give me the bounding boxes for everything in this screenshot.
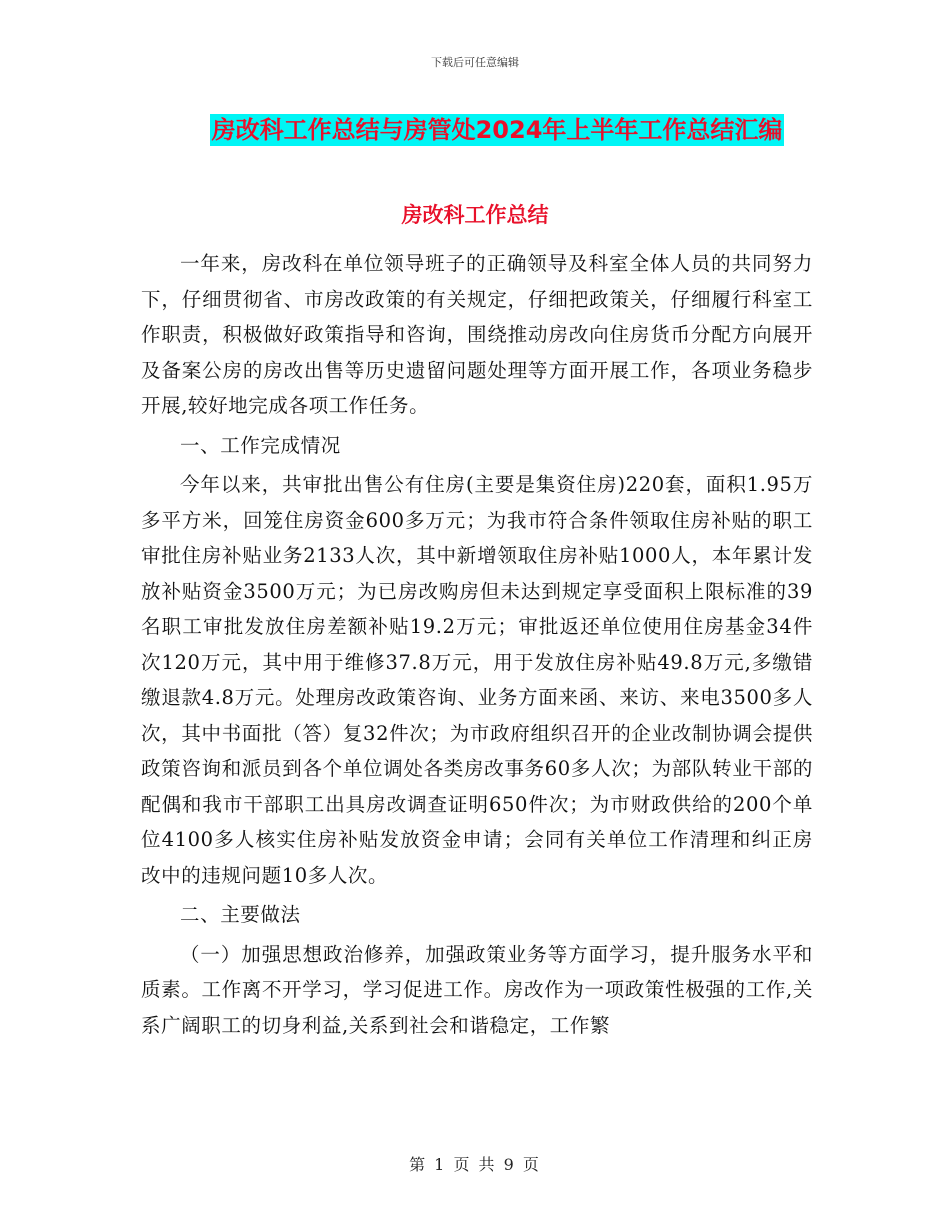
section-title: 房改科工作总结 xyxy=(401,203,549,227)
paragraph-work-completion: 今年以来，共审批出售公有住房(主要是集资住房)220套，面积1.95万多平方米，回笼住房资金600多万元；为我市符合条件领取住房补贴的职工审批住房补贴业务2133人次，其中新增领取住房补贴1000人，本年累计发放补贴资金3500万元；为已房改购房但未达到规定享受面积上限标准的39名职工审批发放住房差额补贴19.2万元；审批返还单位使用住房基金34件次120万元，其中用于维修37.8万元，用于发放住房补贴49.8万元,多缴错缴退款4.8万元。处理房改政策咨询、业务方面来函、来访、来电3500多人次，其中书面批（答）复32件次；为市政府组织召开的企业改制协调会提供政策咨询和派员到各个单位调处各类房改事务60多人次；为部队转业干部的配偶和我市干部职工出具房改调查证明650件次；为市财政供给的200个单位4100多人核实住房补贴发放资金申请；会同有关单位工作清理和纠正房改中的违规问题10多人次。 xyxy=(141,473,813,887)
page-footer: 第 1 页 共 9 页 xyxy=(409,1155,541,1174)
document-title: 房改科工作总结与房管处2024年上半年工作总结汇编 xyxy=(211,116,783,144)
heading-work-completion: 一、工作完成情况 xyxy=(180,433,341,457)
paragraph-intro: 一年来，房改科在单位领导班子的正确领导及科室全体人员的共同努力下，仔细贯彻省、市房改政策的有关规定，仔细把政策关，仔细履行科室工作职责，积极做好政策指导和咨询，围绕推动房改向住房货币分配方向展开及备案公房的房改出售等历史遗留问题处理等方面开展工作，各项业务稳步开展,较好地完成各项工作任务。 xyxy=(141,252,813,417)
heading-main-practices: 二、主要做法 xyxy=(180,903,301,926)
doc-title-container xyxy=(0,114,950,146)
paragraph-practice-one: （一）加强思想政治修养，加强政策业务等方面学习，提升服务水平和质素。工作离不开学习，学习促进工作。房改作为一项政策性极强的工作,关系广阔职工的切身利益,关系到社会和谐稳定，工作繁 xyxy=(141,942,813,1037)
header-note: 下载后可任意编辑 xyxy=(431,56,519,69)
document-body xyxy=(141,246,813,1043)
